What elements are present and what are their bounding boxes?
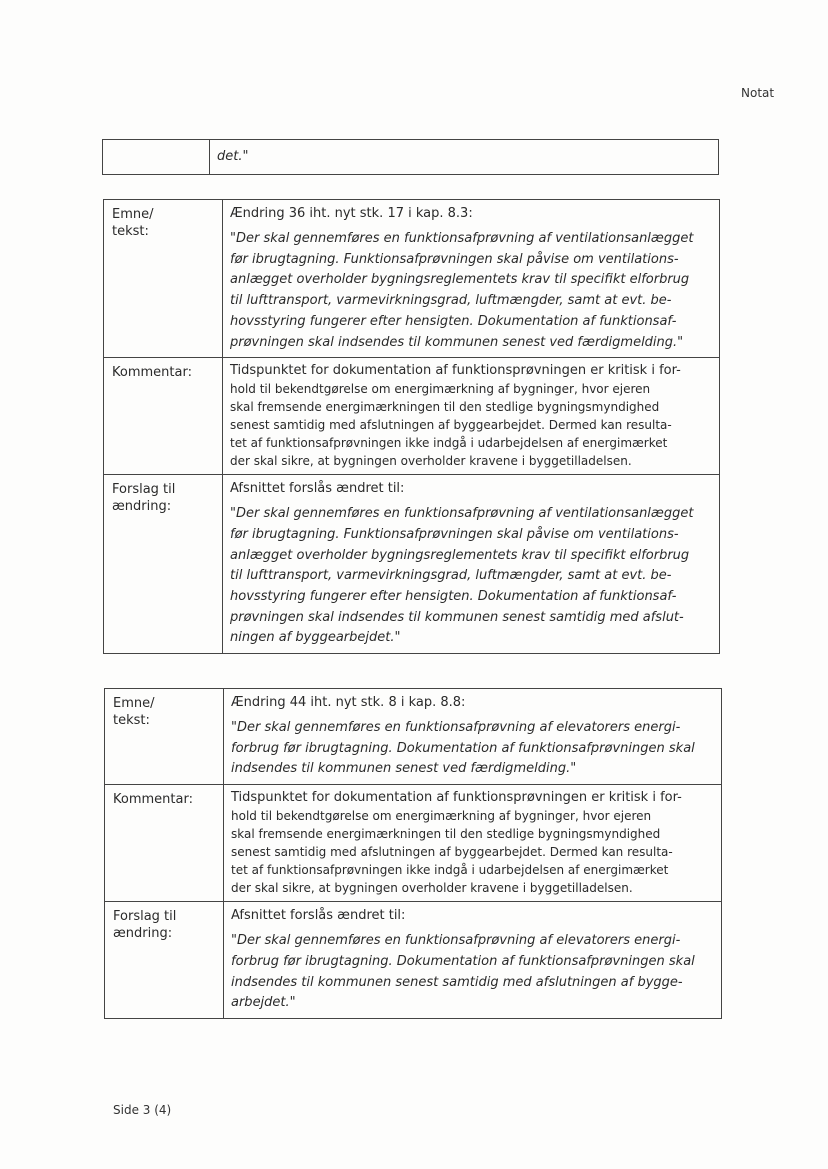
proposal-line: indsendes til kommunen senest samtidig med afslutningen af bygge- (231, 974, 683, 990)
quote-line: før ibrugtagning. Funktionsafprøvningen skal påvise om ventilations- (230, 251, 679, 267)
amendment-quote (230, 229, 713, 353)
comment-row (104, 358, 720, 475)
quote-line: prøvningen skal indsendes til kommunen senest ved færdigmelding." (230, 334, 684, 350)
topic-row (105, 689, 722, 785)
proposal-label-line: ændring: (112, 499, 172, 515)
proposal-heading: Afsnittet forslås ændret til: (231, 908, 406, 924)
comment-line: senest samtidig med afslutningen af byggearbejdet. Dermed kan resulta- (231, 845, 673, 860)
comment-line: der skal sikre, at bygningen overholder kravene i byggetilladelsen. (230, 454, 632, 469)
amendment-heading: Ændring 44 iht. nyt stk. 8 i kap. 8.8: (231, 695, 466, 710)
topic-label-line: Emne/ (113, 696, 155, 711)
amendment-table-36 (103, 199, 720, 654)
proposal-label (104, 475, 223, 654)
quote-line: anlægget overholder bygningsreglementets krav til specifikt elforbrug (230, 272, 690, 288)
proposal-row (105, 902, 722, 1019)
comment-line: tet af funktionsafprøvningen ikke indgå i udarbejdelsen af energimærket (231, 863, 669, 878)
comment-label: Kommentar: (105, 785, 224, 902)
comment-line: hold til bekendtgørelse om energimærkning af bygninger, hvor ejeren (231, 809, 652, 824)
proposal-line: "Der skal gennemføres en funktionsafprøvning af elevatorers energi- (231, 933, 681, 949)
page-number: Side 3 (4) (113, 1103, 172, 1117)
proposal-line: forbrug før ibrugtagning. Dokumentation af funktionsafprøvningen skal (231, 953, 695, 969)
comment-line: hold til bekendtgørelse om energimærkning af bygninger, hvor ejeren (230, 382, 651, 397)
proposal-line: anlægget overholder bygningsreglementets krav til specifikt elforbrug (230, 547, 690, 563)
topic-label-line: tekst: (113, 713, 150, 728)
amendment-quote (231, 718, 715, 780)
continuation-row (103, 140, 719, 175)
quote-line: hovsstyring fungerer efter hensigten. Dokumentation af funktionsaf- (230, 313, 677, 329)
proposal-row (104, 475, 720, 654)
comment-line: skal fremsende energimærkningen til den stedlige bygningsmyndighed (231, 827, 661, 842)
comment-content (224, 785, 722, 902)
proposal-content (224, 902, 722, 1019)
proposal-label (105, 902, 224, 1019)
quote-line: forbrug før ibrugtagning. Dokumentation af funktionsafprøvningen skal (231, 740, 695, 756)
comment-content (223, 358, 720, 475)
comment-line: skal fremsende energimærkningen til den stedlige bygningsmyndighed (230, 400, 660, 415)
topic-content (223, 200, 720, 358)
proposal-label-line: Forslag til (112, 482, 176, 498)
topic-label (105, 689, 224, 785)
proposal-line: prøvningen skal indsendes til kommunen senest samtidig med afslut- (230, 609, 684, 625)
proposal-line: hovsstyring fungerer efter hensigten. Dokumentation af funktionsaf- (230, 589, 677, 605)
empty-label-cell (103, 140, 210, 175)
topic-label-line: Emne/ (112, 207, 154, 222)
proposal-heading: Afsnittet forslås ændret til: (230, 481, 405, 497)
proposal-line: "Der skal gennemføres en funktionsafprøvning af ventilationsanlægget (230, 506, 694, 522)
proposal-quote (231, 931, 715, 1014)
proposal-label-line: ændring: (113, 926, 173, 942)
comment-row (105, 785, 722, 902)
topic-label (104, 200, 223, 358)
quote-line: til lufttransport, varmevirkningsgrad, luftmængder, samt at evt. be- (230, 293, 672, 309)
continuation-cell (210, 140, 719, 175)
comment-label: Kommentar: (104, 358, 223, 475)
proposal-quote (230, 504, 713, 649)
comment-line: tet af funktionsafprøvningen ikke indgå i udarbejdelsen af energimærket (230, 436, 668, 451)
topic-label-line: tekst: (112, 224, 149, 239)
quote-line: "Der skal gennemføres en funktionsafprøvning af elevatorers energi- (231, 720, 681, 735)
proposal-line: arbejdet." (231, 995, 296, 1011)
comment-line: der skal sikre, at bygningen overholder kravene i byggetilladelsen. (231, 881, 633, 896)
proposal-line: før ibrugtagning. Funktionsafprøvningen skal påvise om ventilations- (230, 526, 679, 542)
continuation-text: det." (217, 149, 249, 164)
continuation-table (102, 139, 719, 175)
comment-line: Tidspunktet for dokumentation af funktionsprøvningen er kritisk i for- (230, 363, 681, 379)
proposal-content (223, 475, 720, 654)
amendment-heading: Ændring 36 iht. nyt stk. 17 i kap. 8.3: (230, 206, 473, 221)
proposal-line: ningen af byggearbejdet." (230, 630, 401, 646)
proposal-line: til lufttransport, varmevirkningsgrad, luftmængder, samt at evt. be- (230, 568, 672, 584)
proposal-label-line: Forslag til (113, 909, 177, 925)
topic-content (224, 689, 722, 785)
topic-row (104, 200, 720, 358)
comment-line: senest samtidig med afslutningen af byggearbejdet. Dermed kan resulta- (230, 418, 672, 433)
quote-line: indsendes til kommunen senest ved færdigmelding." (231, 761, 577, 777)
quote-line: "Der skal gennemføres en funktionsafprøvning af ventilationsanlægget (230, 231, 694, 246)
comment-line: Tidspunktet for dokumentation af funktionsprøvningen er kritisk i for- (231, 790, 682, 806)
document-type-label: Notat (741, 86, 775, 100)
amendment-table-44 (104, 688, 722, 1019)
